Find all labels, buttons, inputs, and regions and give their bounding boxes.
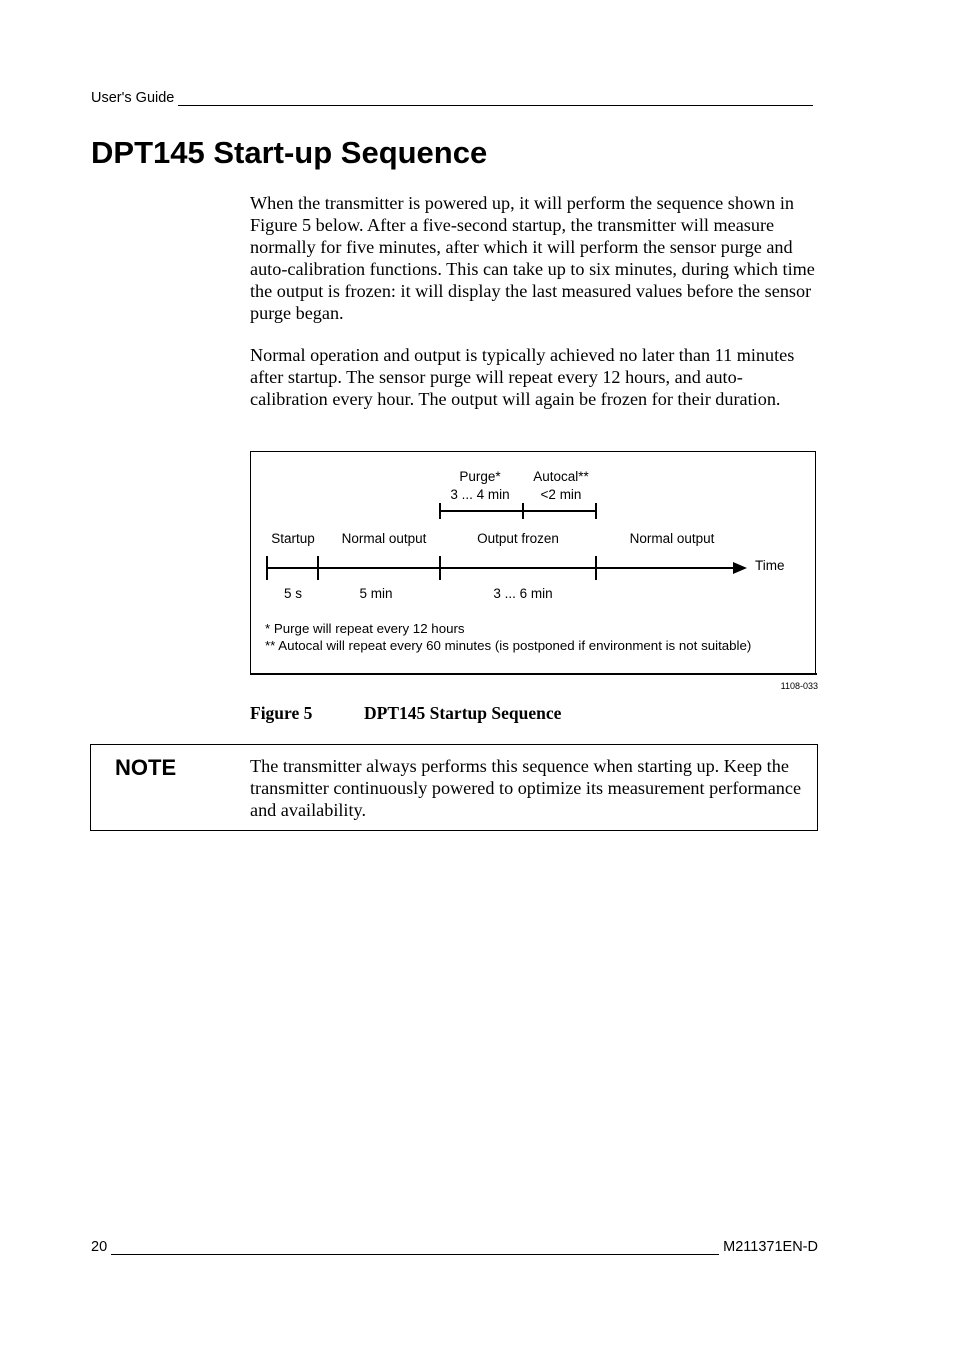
body-paragraph-1: When the transmitter is powered up, it will perform the sequence shown in Figure 5 below. After a five-second startup, the transmitter will measure normally for five minutes, after which it will perform the sensor purge and auto-calibration functions. This can take up to six minutes, during which time the output is frozen: it will display the last measured values before the sensor purge began.	[250, 193, 815, 323]
figure-caption-number: Figure 5	[250, 703, 313, 723]
header-rule	[178, 91, 813, 106]
header-title: User's Guide	[91, 90, 175, 106]
duration-label-startup: 5 s	[283, 586, 303, 601]
autocal-label: Autocal**	[533, 469, 589, 484]
note-text: The transmitter always performs this sequence when starting up. Keep the transmitter continuously powered to optimize its measurement performance and availability.	[250, 756, 802, 820]
timeline-arrowhead	[733, 562, 747, 574]
phase-label-startup: Startup	[271, 531, 315, 546]
footnote-autocal: ** Autocal will repeat every 60 minutes (is postponed if environment is not suitable)	[265, 638, 752, 653]
phase-label-normal-output-2: Normal output	[629, 531, 715, 546]
purge-label: Purge*	[459, 469, 501, 484]
footnote-purge: * Purge will repeat every 12 hours	[265, 621, 465, 636]
page-title: DPT145 Start-up Sequence	[91, 135, 488, 170]
autocal-duration: <2 min	[540, 487, 582, 502]
duration-label-normal: 5 min	[359, 586, 393, 601]
phase-label-normal-output: Normal output	[341, 531, 427, 546]
note-label: NOTE	[115, 755, 177, 780]
time-axis-label: Time	[755, 558, 785, 573]
duration-label-frozen: 3 ... 6 min	[493, 586, 553, 601]
page-header	[91, 90, 813, 106]
body-paragraph-2: Normal operation and output is typically achieved no later than 11 minutes after startup. The sensor purge will repeat every 12 hours, and auto-calibration every hour. The output will again be frozen for their duration.	[250, 345, 795, 409]
footer-rule	[111, 1240, 719, 1255]
figure-caption	[250, 703, 561, 724]
document-id: M211371EN-D	[723, 1239, 818, 1255]
startup-sequence-figure	[250, 451, 816, 675]
purge-duration: 3 ... 4 min	[450, 487, 510, 502]
figure-caption-title: DPT145 Startup Sequence	[364, 703, 562, 723]
page-footer	[91, 1239, 818, 1255]
note-box	[90, 744, 818, 831]
phase-label-output-frozen: Output frozen	[477, 531, 559, 546]
page-number: 20	[91, 1239, 108, 1255]
figure-code: 1108-033	[780, 681, 818, 691]
